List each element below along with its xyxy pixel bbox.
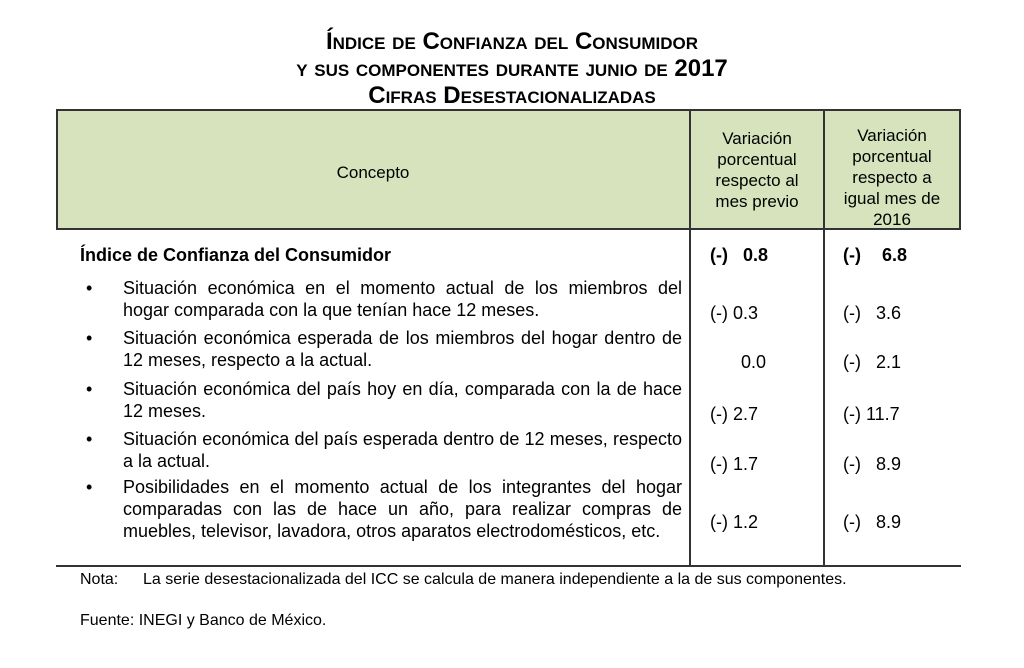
header-variacion-anual: Variación porcentual respecto a igual mes de 2016 <box>843 126 941 229</box>
row-label: Situación económica del país esperada dentro de 12 meses, respecto a la actual. <box>123 429 682 471</box>
row-label: Situación económica esperada de los miembros del hogar dentro de 12 meses, respecto a la actual. <box>123 328 682 370</box>
row-label: Posibilidades en el momento actual de los integrantes del hogar comparadas con las de hace un año, para realizar compras de muebles, televisor, lavadora, otros aparatos electrodomésticos, etc. <box>123 477 682 541</box>
row-v1: (-) 2.7 <box>710 404 759 424</box>
main-row-label: Índice de Confianza del Consumidor <box>80 245 392 265</box>
header-variacion-mes-previo: Variación porcentual respecto al mes previo <box>715 129 799 211</box>
row-v1: (-) 0.3 <box>710 303 759 323</box>
row-v1: (-) 1.2 <box>710 512 759 532</box>
row-v2: (-) 2.1 <box>843 352 902 372</box>
main-row-v2: 6.8 <box>882 245 908 265</box>
table-right-border <box>959 109 961 228</box>
main-row-v2-sign: (-) <box>843 245 861 265</box>
row-v1: 0.0 <box>741 352 767 372</box>
table-column-divider-1 <box>689 109 691 567</box>
row-label: Situación económica del país hoy en día, comparada con la de hace 12 meses. <box>123 379 682 421</box>
table-top-border <box>56 109 961 111</box>
title-line-1: Índice de Confianza del Consumidor <box>325 28 699 55</box>
main-row-v1: 0.8 <box>743 245 769 265</box>
header-concepto: Concepto <box>336 163 410 182</box>
bullet-icon: • <box>86 477 93 497</box>
bullet-icon: • <box>86 429 93 449</box>
bullet-icon: • <box>86 278 93 298</box>
row-v2: (-) 8.9 <box>843 454 902 474</box>
title-line-3: Cifras Desestacionalizadas <box>368 82 656 109</box>
row-label: Situación económica en el momento actual de los miembros del hogar comparada con la que tenían hace 12 meses. <box>123 278 682 320</box>
table-bottom-border <box>56 565 961 567</box>
row-v2: (-) 8.9 <box>843 512 902 532</box>
fuente-text: Fuente: INEGI y Banco de México. <box>80 612 327 629</box>
nota-text: La serie desestacionalizada del ICC se calcula de manera independiente a la de sus componentes. <box>143 571 847 588</box>
table-column-divider-2 <box>823 109 825 567</box>
row-v2: (-) 3.6 <box>843 303 902 323</box>
title-line-2: y sus componentes durante junio de 2017 <box>296 55 728 82</box>
row-v2: (-) 11.7 <box>843 404 900 424</box>
row-v1: (-) 1.7 <box>710 454 759 474</box>
main-row-v1-sign: (-) <box>710 245 728 265</box>
bullet-icon: • <box>86 379 93 399</box>
bullet-icon: • <box>86 328 93 348</box>
nota-label: Nota: <box>80 571 119 588</box>
table-header-divider <box>56 228 961 230</box>
